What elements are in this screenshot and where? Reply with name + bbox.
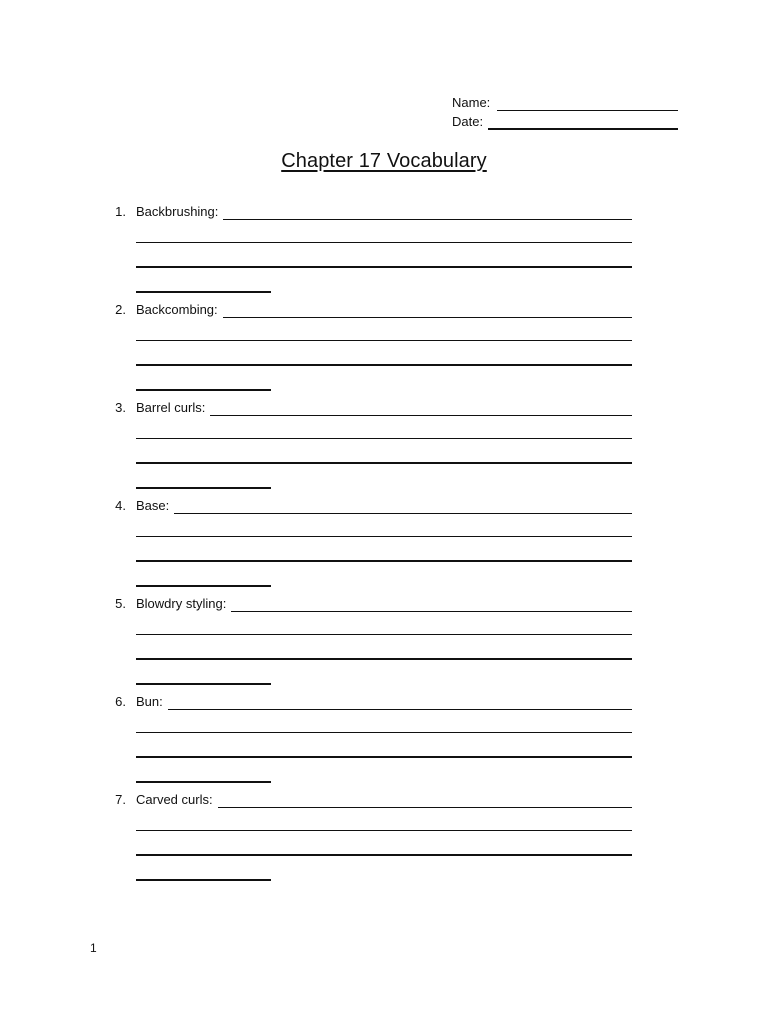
vocab-number: 6. (115, 694, 126, 709)
definition-blank-line[interactable] (136, 242, 632, 243)
definition-blank-line[interactable] (136, 560, 632, 562)
definition-blank-line[interactable] (136, 658, 632, 660)
vocab-term-row (136, 792, 632, 808)
definition-blank-line-short[interactable] (136, 585, 271, 587)
vocab-term: Base: (136, 498, 170, 513)
definition-blank-line[interactable] (136, 340, 632, 341)
vocab-term: Bun: (136, 694, 163, 709)
vocab-number: 3. (115, 400, 126, 415)
page-title: Chapter 17 Vocabulary (281, 150, 487, 172)
definition-blank-line-short[interactable] (136, 879, 271, 881)
definition-blank-line[interactable] (223, 317, 632, 318)
definition-blank-line[interactable] (136, 854, 632, 856)
vocab-number: 5. (115, 596, 126, 611)
definition-blank-line[interactable] (174, 513, 632, 514)
student-info-fields (452, 94, 682, 132)
vocab-item (0, 396, 768, 494)
vocab-number: 7. (115, 792, 126, 807)
definition-blank-line[interactable] (136, 438, 632, 439)
vocab-number: 2. (115, 302, 126, 317)
vocab-term-row (136, 498, 632, 514)
vocab-term-row (136, 596, 632, 612)
vocab-item (0, 494, 768, 592)
definition-blank-line[interactable] (136, 462, 632, 464)
vocab-term: Barrel curls: (136, 400, 206, 415)
vocab-item (0, 592, 768, 690)
vocab-item (0, 200, 768, 298)
definition-blank-line-short[interactable] (136, 487, 271, 489)
date-field-row (452, 113, 682, 132)
definition-blank-line[interactable] (223, 219, 632, 220)
date-label: Date: (452, 114, 484, 129)
definition-blank-line-short[interactable] (136, 683, 271, 685)
vocab-item (0, 690, 768, 788)
vocab-term-row (136, 694, 632, 710)
definition-blank-line[interactable] (210, 415, 632, 416)
definition-blank-line[interactable] (136, 364, 632, 366)
vocab-number: 1. (115, 204, 126, 219)
name-blank-line[interactable] (497, 110, 678, 111)
definition-blank-line-short[interactable] (136, 389, 271, 391)
definition-blank-line[interactable] (136, 830, 632, 831)
definition-blank-line[interactable] (168, 709, 632, 710)
definition-blank-line[interactable] (218, 807, 632, 808)
vocab-item (0, 298, 768, 396)
definition-blank-line[interactable] (136, 266, 632, 268)
definition-blank-line[interactable] (136, 732, 632, 733)
vocab-term-row (136, 400, 632, 416)
vocab-term: Backbrushing: (136, 204, 219, 219)
vocab-term-row (136, 204, 632, 220)
definition-blank-line[interactable] (136, 536, 632, 537)
date-blank-line[interactable] (488, 128, 678, 130)
vocabulary-list (0, 200, 768, 886)
vocab-term: Blowdry styling: (136, 596, 227, 611)
definition-blank-line[interactable] (136, 634, 632, 635)
definition-blank-line[interactable] (231, 611, 632, 612)
vocab-item (0, 788, 768, 886)
name-field-row (452, 94, 682, 113)
vocab-term-row (136, 302, 632, 318)
vocab-number: 4. (115, 498, 126, 513)
definition-blank-line-short[interactable] (136, 781, 271, 783)
vocab-term: Backcombing: (136, 302, 218, 317)
definition-blank-line-short[interactable] (136, 291, 271, 293)
definition-blank-line[interactable] (136, 756, 632, 758)
vocab-term: Carved curls: (136, 792, 213, 807)
page-number: 1 (90, 941, 97, 955)
name-label: Name: (452, 95, 491, 110)
